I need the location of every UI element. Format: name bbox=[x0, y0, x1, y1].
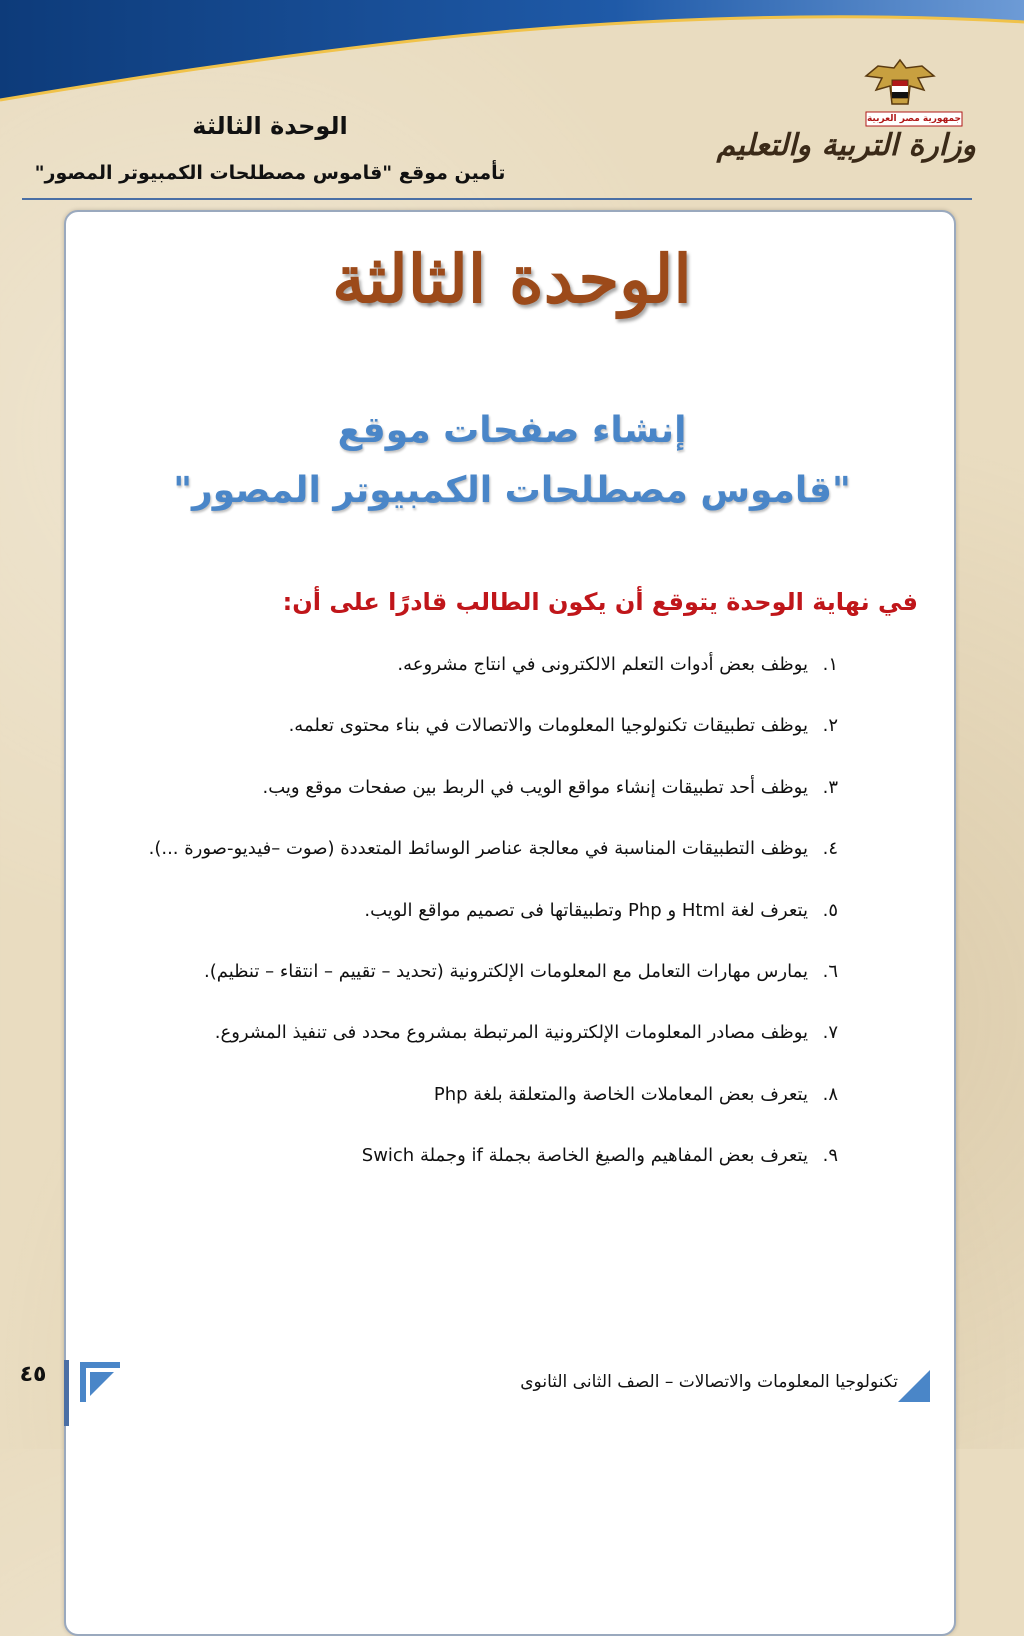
corner-ornament-icon bbox=[80, 1362, 120, 1402]
objective-text: يتعرف لغة Html و Php وتطبيقاتها فى تصميم مواقع الويب. bbox=[364, 899, 808, 921]
page-number: ٤٥ bbox=[19, 1362, 47, 1387]
objective-item bbox=[98, 773, 838, 834]
objective-item bbox=[98, 650, 838, 711]
objectives-list bbox=[98, 650, 838, 1203]
objective-number: ٦. bbox=[822, 960, 838, 982]
objective-number: ١. bbox=[822, 654, 838, 675]
unit-heading: الوحدة الثالثة bbox=[332, 240, 692, 318]
topic-project-name: "قاموس مصطلحات الكمبيوتر المصور" bbox=[173, 470, 851, 511]
objective-text: يوظف بعض أدوات التعلم الالكترونى في انتاج مشروعه. bbox=[397, 654, 808, 675]
objective-number: ٧. bbox=[822, 1022, 838, 1044]
header-unit-title: الوحدة الثالثة bbox=[192, 112, 348, 140]
objective-item bbox=[98, 1141, 838, 1202]
objective-text: يوظف مصادر المعلومات الإلكترونية المرتبطة بمشروع محدد فى تنفيذ المشروع. bbox=[214, 1022, 808, 1044]
objective-number: ٢. bbox=[822, 715, 838, 737]
objective-text: يمارس مهارات التعامل مع المعلومات الإلكترونية (تحديد – تقييم – انتقاء – تنظيم). bbox=[204, 960, 808, 982]
objective-item bbox=[98, 1080, 838, 1141]
objective-item bbox=[98, 711, 838, 772]
objective-item bbox=[98, 834, 838, 895]
objective-number: ٤. bbox=[822, 838, 838, 860]
objective-number: ٣. bbox=[822, 776, 838, 798]
objective-item bbox=[98, 957, 838, 1018]
objective-number: ٨. bbox=[822, 1083, 838, 1105]
objective-number: ٥. bbox=[822, 899, 838, 921]
objective-item bbox=[98, 1018, 838, 1079]
header-subtitle: تأمين موقع "قاموس مصطلحات الكمبيوتر المصور" bbox=[34, 162, 506, 184]
ministry-banner: جمهورية مصر العربية bbox=[866, 114, 962, 124]
footer-divider bbox=[64, 1360, 69, 1426]
ministry-name: وزارة التربية والتعليم bbox=[716, 128, 976, 163]
objective-text: يوظف التطبيقات المناسبة في معالجة عناصر الوسائط المتعددة (صوت –فيديو-صورة ...). bbox=[148, 838, 808, 860]
objective-number: ٩. bbox=[822, 1145, 838, 1167]
footer-course-title: تكنولوجيا المعلومات والاتصالات – الصف الثانى الثانوى bbox=[520, 1372, 898, 1392]
objective-text: يوظف تطبيقات تكنولوجيا المعلومات والاتصالات في بناء محتوى تعلمه. bbox=[288, 715, 808, 737]
objective-text: يتعرف بعض المفاهيم والصيغ الخاصة بجملة if وجملة Swich bbox=[361, 1145, 808, 1167]
topic-title: إنشاء صفحات موقع bbox=[337, 410, 687, 451]
objective-text: يتعرف بعض المعاملات الخاصة والمتعلقة بلغة Php bbox=[433, 1083, 808, 1105]
objective-text: يوظف أحد تطبيقات إنشاء مواقع الويب في الربط بين صفحات موقع ويب. bbox=[262, 776, 808, 798]
objectives-intro: في نهاية الوحدة يتوقع أن يكون الطالب قادرًا على أن: bbox=[282, 588, 918, 616]
corner-ornament-icon bbox=[898, 1370, 930, 1402]
objective-item bbox=[98, 896, 838, 957]
header-divider bbox=[22, 198, 972, 200]
